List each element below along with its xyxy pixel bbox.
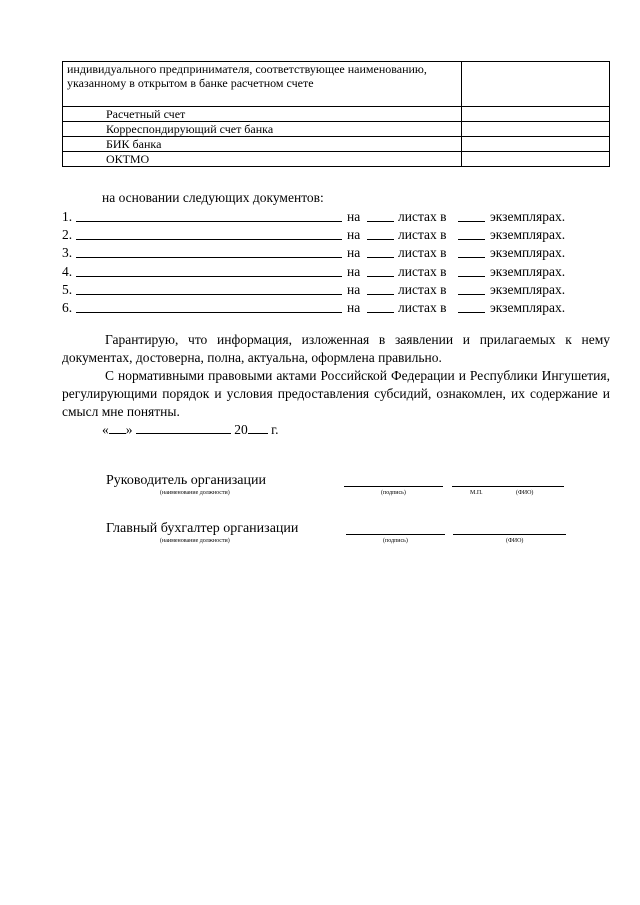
date-line — [102, 421, 279, 439]
accountant-name-caption: (ФИО) — [506, 538, 524, 544]
document-copies-label: экземплярах. — [490, 300, 566, 315]
document-copies-label: экземплярах. — [490, 209, 566, 224]
document-copies-label: экземплярах. — [490, 263, 566, 279]
copies-count-blank[interactable] — [458, 281, 485, 295]
document-sheets-label: листах в — [398, 209, 447, 224]
document-number: 3. — [62, 245, 73, 261]
day-blank[interactable] — [109, 421, 126, 434]
head-role: Руководитель организации — [106, 473, 266, 488]
acquaintance-paragraph: С нормативными правовыми актами Российской Федерации и Республики Ингушетия, регулирующими порядок и условия предоставления субсидий, ознакомлен, их содержание и смысл мне понятны. — [62, 368, 610, 419]
document-sheets-label: листах в — [398, 281, 447, 297]
document-number: 1. — [62, 209, 73, 224]
table-cell-label: индивидуального предпринимателя, соответствующее наименованию, указанному в открытом в банке расчетном счете — [63, 62, 462, 107]
guarantee-paragraph: Гарантирую, что информация, изложенная в заявлении и прилагаемых к нему документах, достоверна, полна, актуальна, оформлена правильно. — [62, 332, 610, 365]
year-prefix: 20 — [234, 422, 248, 437]
table-row — [63, 152, 610, 167]
document-number: 6. — [62, 300, 73, 315]
copies-count-blank[interactable] — [458, 208, 485, 222]
document-name-blank[interactable] — [76, 244, 342, 258]
head-signature-caption: (подпись) — [381, 490, 406, 496]
document-line — [62, 299, 582, 317]
document-line — [62, 244, 582, 262]
copies-count-blank[interactable] — [458, 244, 485, 258]
table-row — [63, 137, 610, 152]
document-on-label: на — [347, 300, 361, 315]
document-on-label: на — [347, 245, 361, 261]
table-cell-value[interactable] — [462, 122, 610, 137]
sheets-count-blank[interactable] — [367, 208, 394, 222]
table-cell-label: Расчетный счет — [63, 107, 462, 122]
table-cell-label: ОКТМО — [63, 152, 462, 167]
head-name-caption: (ФИО) — [516, 490, 534, 496]
sheets-count-blank[interactable] — [367, 244, 394, 258]
document-number: 2. — [62, 227, 73, 243]
table-cell-label: БИК банка — [63, 137, 462, 152]
document-sheets-label: листах в — [398, 227, 447, 243]
copies-count-blank[interactable] — [458, 226, 485, 240]
document-name-blank[interactable] — [76, 208, 342, 222]
document-sheets-label: листах в — [398, 245, 447, 261]
document-number: 5. — [62, 281, 73, 297]
document-line — [62, 281, 582, 299]
document-on-label: на — [347, 281, 361, 297]
document-name-blank[interactable] — [76, 263, 342, 277]
date-suffix: г. — [271, 422, 279, 437]
document-on-label: на — [347, 209, 361, 224]
table-cell-value[interactable] — [462, 137, 610, 152]
accountant-signature-caption: (подпись) — [383, 538, 408, 544]
document-sheets-label: листах в — [398, 300, 447, 315]
document-name-blank[interactable] — [76, 226, 342, 240]
sheets-count-blank[interactable] — [367, 299, 394, 313]
document-sheets-label: листах в — [398, 263, 447, 279]
head-seal-caption: М.П. — [470, 490, 483, 496]
accountant-role: Главный бухгалтер организации — [106, 521, 299, 536]
sheets-count-blank[interactable] — [367, 281, 394, 295]
head-position-caption: (наименование должности) — [160, 490, 230, 496]
table-cell-value[interactable] — [462, 107, 610, 122]
table-row — [63, 62, 610, 107]
copies-count-blank[interactable] — [458, 299, 485, 313]
year-blank[interactable] — [248, 421, 268, 434]
table-row — [63, 107, 610, 122]
date-close-quote: » — [125, 422, 133, 437]
table-cell-label: Корреспондирующий счет банка — [63, 122, 462, 137]
head-name-line[interactable] — [452, 486, 564, 487]
document-copies-label: экземплярах. — [490, 227, 566, 243]
document-copies-label: экземплярах. — [490, 281, 566, 297]
document-copies-label: экземплярах. — [490, 245, 566, 261]
document-on-label: на — [347, 227, 361, 243]
table-cell-value[interactable] — [462, 62, 610, 107]
sheets-count-blank[interactable] — [367, 263, 394, 277]
document-name-blank[interactable] — [76, 281, 342, 295]
accountant-signature-line[interactable] — [346, 534, 445, 535]
document-line — [62, 263, 582, 281]
table-row — [63, 122, 610, 137]
document-on-label: на — [347, 263, 361, 279]
document-name-blank[interactable] — [76, 299, 342, 313]
accountant-name-line[interactable] — [453, 534, 566, 535]
head-signature-line[interactable] — [344, 486, 443, 487]
document-number: 4. — [62, 263, 73, 279]
date-open-quote: « — [102, 422, 109, 437]
bank-details-table — [62, 61, 610, 167]
month-blank[interactable] — [136, 421, 231, 434]
copies-count-blank[interactable] — [458, 263, 485, 277]
documents-intro: на основании следующих документов: — [102, 190, 324, 205]
document-line — [62, 226, 582, 244]
sheets-count-blank[interactable] — [367, 226, 394, 240]
accountant-position-caption: (наименование должности) — [160, 538, 230, 544]
document-line — [62, 208, 582, 226]
table-cell-value[interactable] — [462, 152, 610, 167]
